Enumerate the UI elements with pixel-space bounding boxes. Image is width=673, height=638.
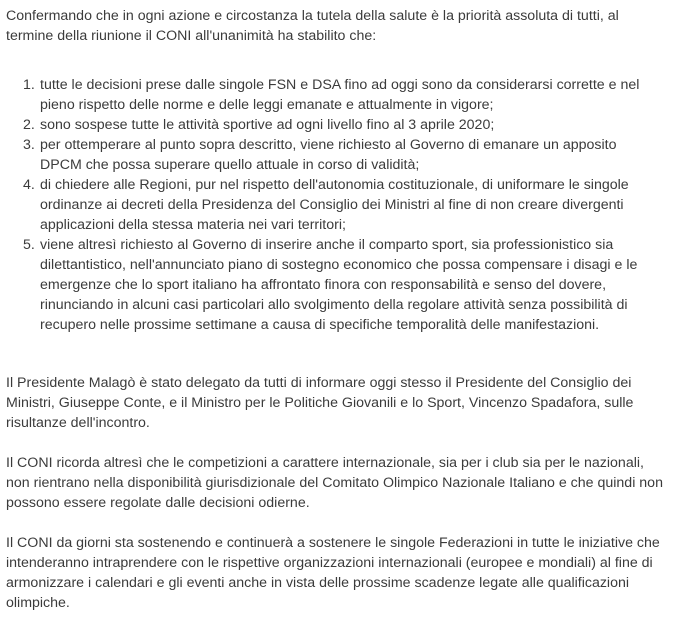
intro-paragraph: Confermando che in ogni azione e circostanza la tutela della salute è la priorità assoluta di tutti, al termine della riunione il CONI all'unanimità ha stabilito che:: [6, 8, 619, 44]
decisions-list: [6, 75, 668, 335]
list-item: [23, 75, 668, 115]
paragraph-international: Il CONI ricorda altresì che le competizioni a carattere internazionale, sia per i club sia per le nazionali, non rientrano nella disponibilità giurisdizionale del Comitato Olimpico Nazionale Italiano e che quindi non possono essere regolate dalle decisioni odierne.: [6, 455, 663, 511]
list-item-text: tutte le decisioni prese dalle singole FSN e DSA fino ad oggi sono da considerarsi corrette e nel pieno rispetto delle norme e delle leggi emanate e attualmente in vigore;: [40, 77, 640, 113]
list-item-text: per ottemperare al punto sopra descritto, viene richiesto al Governo di emanare un apposito DPCM che possa superare quello attuale in corso di validità;: [40, 137, 617, 173]
list-item-text: viene altresì richiesto al Governo di inserire anche il comparto sport, sia professionistico sia dilettantistico, nell'annunciato piano di sostegno economico che possa compensare i disagi e le emergenze che lo sport italiano ha affrontato finora con responsabilità e senso del dovere, rinunciando in alcuni casi particolari allo svolgimento della regolare attività senza possibilità di recupero nelle prossime settimane a causa di specifiche temporalità delle manifestazioni.: [40, 237, 638, 333]
list-item: [23, 135, 668, 175]
list-item-number: 1.: [23, 77, 35, 93]
paragraph-president: Il Presidente Malagò è stato delegato da tutti di informare oggi stesso il Presidente del Consiglio dei Ministri, Giuseppe Conte, e il Ministro per le Politiche Giovanili e lo Sport, Vincenzo Spadafora, sulle risultanze dell'incontro.: [6, 375, 634, 431]
list-item-number: 2.: [23, 117, 35, 133]
paragraph-federations: Il CONI da giorni sta sostenendo e continuerà a sostenere le singole Federazioni in tutte le iniziative che intenderanno intraprendere con le rispettive organizzazioni internazionali (europee e mondiali) al fine di armonizzare i calendari e gli eventi anche in vista delle prossime scadenze legate alle qualificazioni olimpiche.: [6, 535, 660, 611]
list-item-text: di chiedere alle Regioni, pur nel rispetto dell'autonomia costituzionale, di uniformare le singole ordinanze ai decreti della Presidenza del Consiglio dei Ministri al fine di non creare divergenti applicazioni della stessa materia nei vari territori;: [40, 177, 629, 233]
list-item-number: 3.: [23, 137, 35, 153]
list-item: [23, 115, 668, 135]
list-item-number: 5.: [23, 237, 35, 253]
list-item-text: sono sospese tutte le attività sportive ad ogni livello fino al 3 aprile 2020;: [40, 117, 495, 133]
list-item-number: 4.: [23, 177, 35, 193]
list-item: [23, 235, 668, 335]
list-item: [23, 175, 668, 235]
document-body: [6, 6, 668, 633]
